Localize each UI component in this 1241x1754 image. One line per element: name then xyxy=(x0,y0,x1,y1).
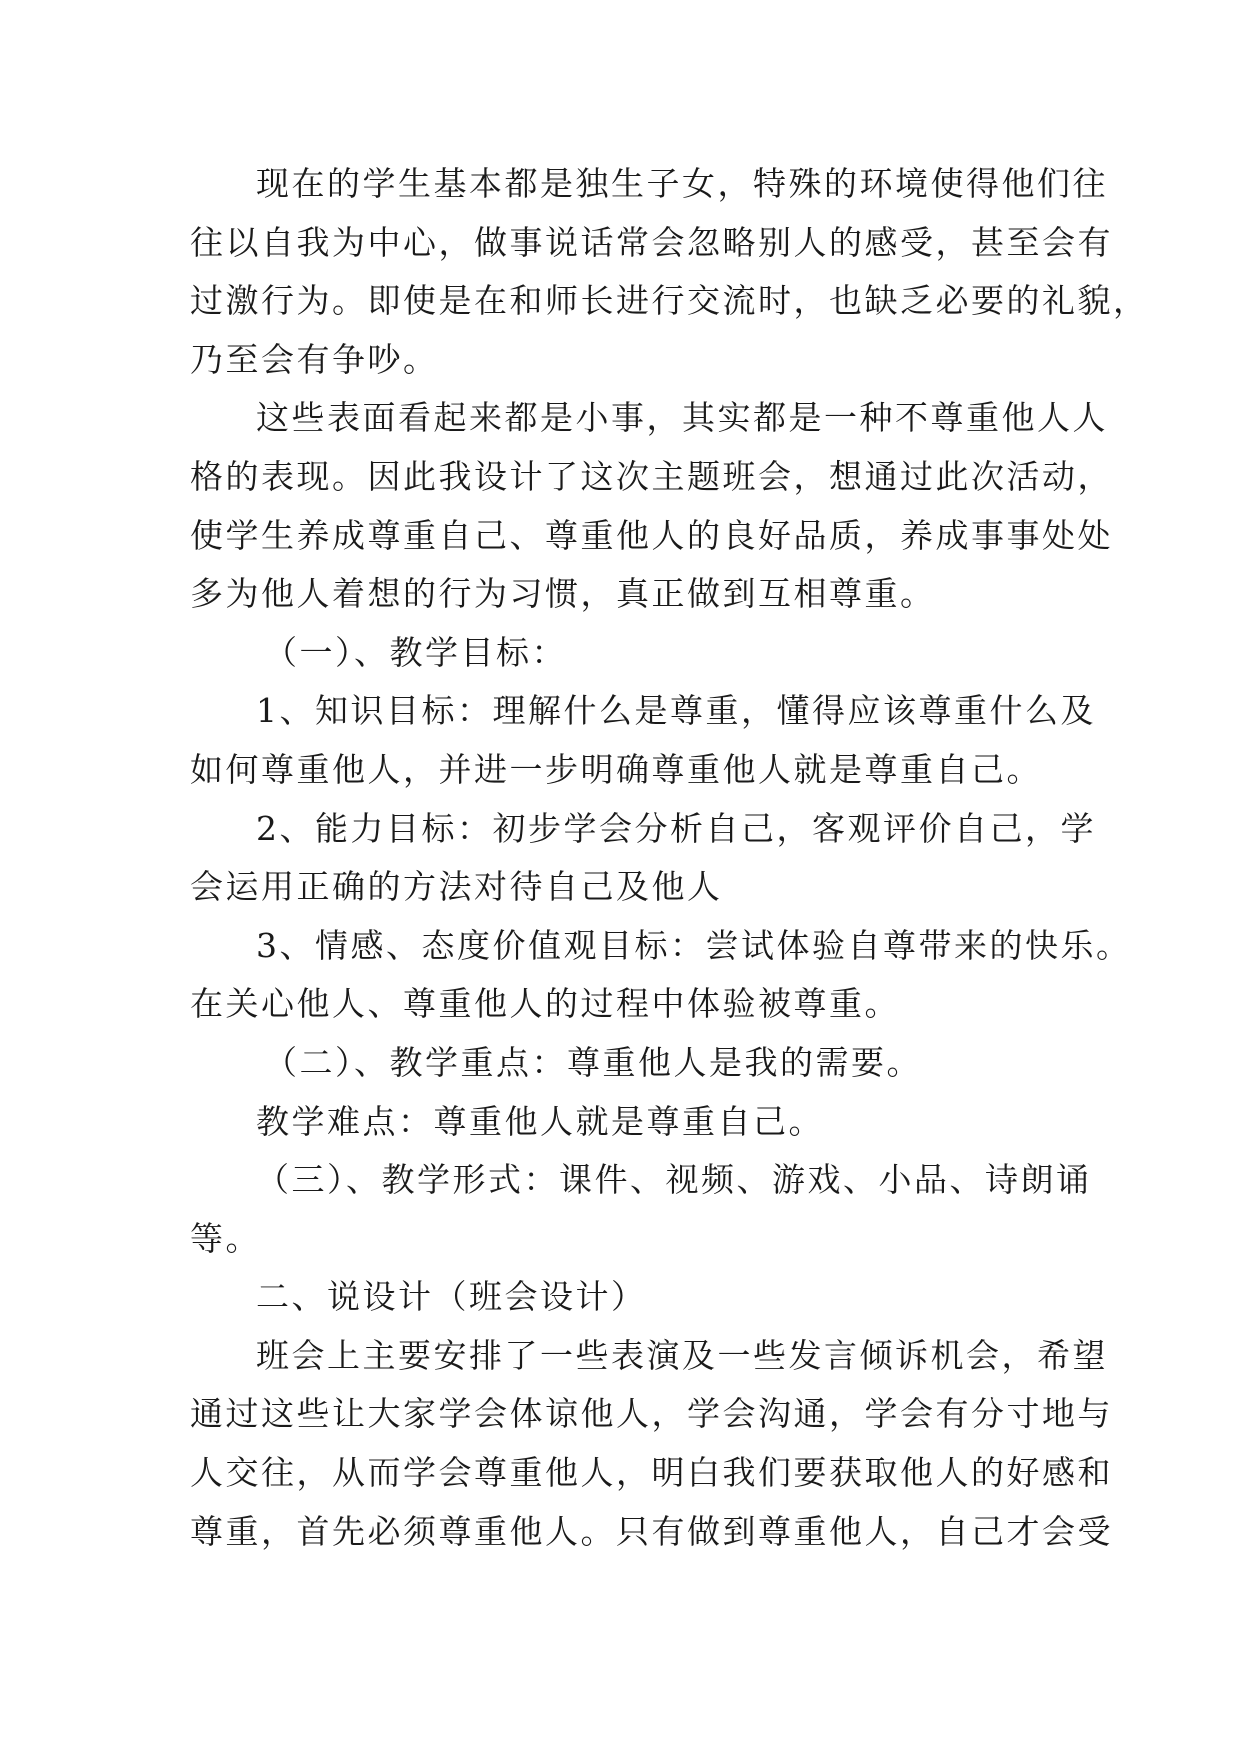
design-paragraph-line-3: 人交往，从而学会尊重他人，明白我们要获取他人的好感和 xyxy=(190,1453,1113,1493)
teaching-focus: （二）、教学重点：尊重他人是我的需要。 xyxy=(264,1042,922,1082)
design-paragraph-line-2: 通过这些让大家学会体谅他人，学会沟通，学会有分寸地与 xyxy=(190,1394,1113,1434)
paragraph-1-line-1: 现在的学生基本都是独生子女，特殊的环境使得他们往 xyxy=(256,164,1108,203)
section-heading-design: 二、说设计（班会设计） xyxy=(256,1277,647,1317)
paragraph-1-line-2: 往以自我为中心，做事说话常会忽略别人的感受，甚至会有 xyxy=(190,222,1113,262)
paragraph-2-line-2: 格的表现。因此我设计了这次主题班会，想通过此次活动， xyxy=(190,456,1113,496)
ability-goal-line-2: 会运用正确的方法对待自己及他人 xyxy=(190,867,723,907)
paragraph-2-line-4: 多为他人着想的行为习惯，真正做到互相尊重。 xyxy=(190,574,936,614)
teaching-difficulty: 教学难点：尊重他人就是尊重自己。 xyxy=(256,1101,824,1141)
emotion-goal-line-2: 在关心他人、尊重他人的过程中体验被尊重。 xyxy=(190,984,900,1024)
document-body xyxy=(190,155,1149,1561)
paragraph-1-line-4: 乃至会有争吵。 xyxy=(190,339,439,379)
emotion-goal-line-1: 3、情感、态度价值观目标：尝试体验自尊带来的快乐。 xyxy=(256,925,1132,965)
design-paragraph-line-1: 班会上主要安排了一些表演及一些发言倾诉机会，希望 xyxy=(256,1335,1108,1375)
teaching-format-line-2: 等。 xyxy=(190,1218,261,1258)
paragraph-2-line-1: 这些表面看起来都是小事，其实都是一种不尊重他人人 xyxy=(256,398,1108,438)
paragraph-2-line-3: 使学生养成尊重自己、尊重他人的良好品质，养成事事处处 xyxy=(190,515,1113,555)
knowledge-goal-line-1: 1、知识目标：理解什么是尊重，懂得应该尊重什么及 xyxy=(256,691,1096,731)
section-heading-teaching-goals: （一）、教学目标： xyxy=(264,632,567,672)
teaching-format-line-1: （三）、教学形式：课件、视频、游戏、小品、诗朗诵 xyxy=(256,1160,1092,1200)
knowledge-goal-line-2: 如何尊重他人，并进一步明确尊重他人就是尊重自己。 xyxy=(190,749,1042,789)
paragraph-1-line-3: 过激行为。即使是在和师长进行交流时，也缺乏必要的礼貌， xyxy=(190,281,1149,321)
ability-goal-line-1: 2、能力目标：初步学会分析自己，客观评价自己，学 xyxy=(256,808,1096,848)
design-paragraph-line-4: 尊重，首先必须尊重他人。只有做到尊重他人，自己才会受 xyxy=(190,1511,1113,1551)
